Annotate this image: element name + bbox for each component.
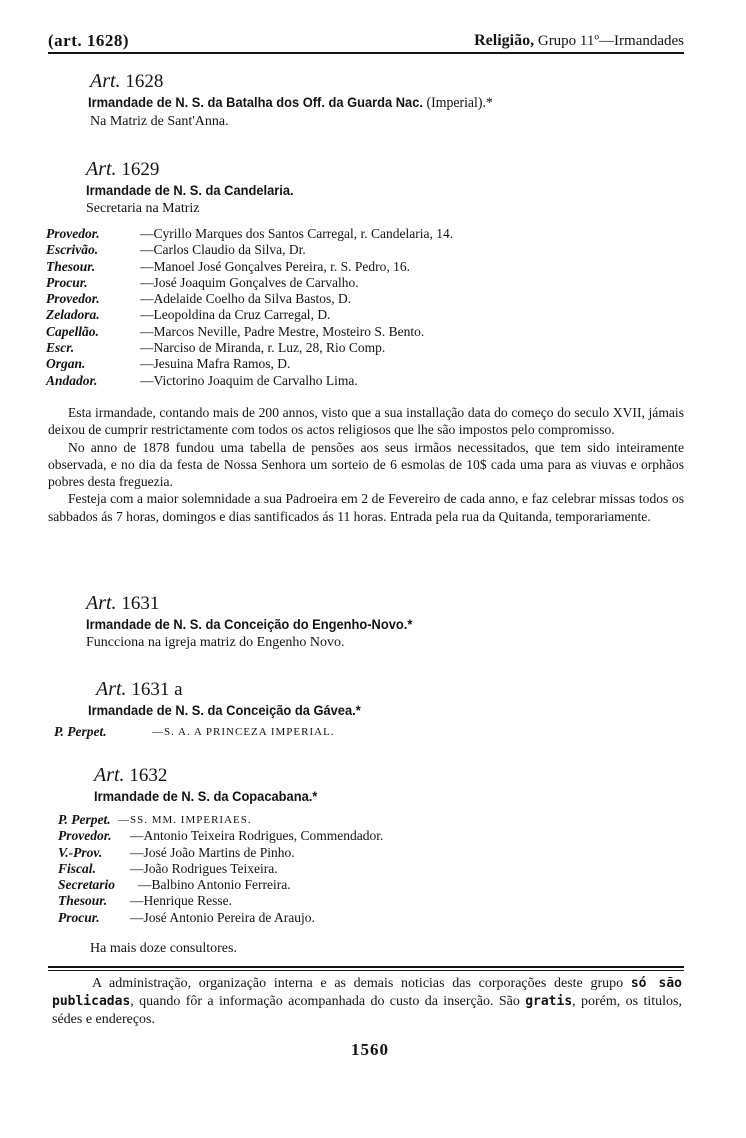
officer-row <box>46 274 359 291</box>
officer-name: —José Antonio Pereira de Araujo. <box>130 909 315 925</box>
officer-title: Zeladora. <box>46 307 100 323</box>
article-subtitle: Funcciona na igreja matriz do Engenho Novo. <box>86 635 345 650</box>
officer-row <box>46 323 425 340</box>
article-1631a <box>88 678 384 720</box>
officer-name: —Narciso de Miranda, r. Luz, 28, Rio Comp. <box>140 340 386 356</box>
footnote-emphasis: só são publicadas <box>52 976 682 1009</box>
article-subtitle: Secretaria na Matriz <box>86 201 200 216</box>
officer-name: —Cyrillo Marques dos Santos Carregal, r. Candelaria, 14. <box>140 226 454 241</box>
art-number: 1631 <box>121 593 160 614</box>
body-paragraph: Festeja com a maior solemnidade a sua Padroeira em 2 de Fevereiro de cada anno, e faz celebrar missas todos os sabbados ás 7 horas, domingos e dias santificados ás 11 horas. Entrada pela rua da Quitanda, temporariamente. <box>48 491 684 524</box>
header-section-rest: Grupo 11º—Irmandades <box>537 33 684 49</box>
body-paragraph: Esta irmandade, contando mais de 200 annos, visto que a sua installação data do começo do seculo XVII, jámais deixou de cumprir restrictamente com todos os actos religiosos que lhe são impostos pelo compromisso. <box>48 405 684 438</box>
art-number: 1628 <box>125 71 164 92</box>
art-word: Art. <box>90 70 121 92</box>
officer-name: —Carlos Claudio da Silva, Dr. <box>140 242 306 258</box>
officer-title: Andador. <box>46 372 98 388</box>
footnote-rule <box>48 966 684 968</box>
article-1632 <box>94 764 337 806</box>
officer-row <box>58 844 295 861</box>
officer-name: —Victorino Joaquim de Carvalho Lima. <box>140 372 358 388</box>
officer-title: Escr. <box>46 340 75 356</box>
footnote-text: , quando fôr a informação acompanhada do custo da inserção. São <box>130 994 526 1009</box>
officer-title: Provedor. <box>46 291 100 307</box>
officer-name: —Leopoldina da Cruz Carregal, D. <box>140 307 331 323</box>
officer-name: —Balbino Antonio Ferreira. <box>138 877 291 893</box>
officer-title: Fiscal. <box>58 860 96 876</box>
article-title-extra: (Imperial).* <box>426 95 493 111</box>
running-header <box>48 30 684 54</box>
body-paragraph: No anno de 1878 fundou uma tabella de pensões aos seus irmãos necessitados, que tem sido inteiramente observada, e no dia da festa de Nossa Senhora um sorteio de 6 esmolas de 10$ cada uma para as viuvas e orphãos pobres desta freguezia. <box>48 439 684 490</box>
officer-name: —SS. MM. IMPERIAES. <box>118 814 252 826</box>
article-1629-body <box>48 404 684 525</box>
officer-title: Thesour. <box>58 893 108 909</box>
officer-name: —S. A. A PRINCEZA IMPERIAL. <box>152 726 335 738</box>
officer-row <box>54 724 335 740</box>
art-word: Art. <box>86 592 117 614</box>
officer-name: —Henrique Resse. <box>130 893 232 909</box>
officer-title: Provedor. <box>46 226 100 241</box>
footnote-text: , porém, os titulos, sédes e endereços. <box>52 994 682 1027</box>
art-word: Art. <box>86 158 117 180</box>
article-1629 <box>86 158 312 217</box>
officer-title: Procur. <box>46 274 88 290</box>
officer-name: —Antonio Teixeira Rodrigues, Commendador. <box>130 828 384 844</box>
officer-name: —Jesuina Mafra Ramos, D. <box>140 356 291 372</box>
article-note: Ha mais doze consultores. <box>90 941 237 956</box>
officer-title: P. Perpet. <box>54 724 107 739</box>
header-article-ref: (art. 1628) <box>48 31 130 50</box>
officer-name: —José João Martins de Pinho. <box>130 844 295 860</box>
officer-name: —Manoel José Gonçalves Pereira, r. S. Pedro, 16. <box>140 258 410 274</box>
page-number: 1560 <box>351 1040 389 1059</box>
officer-row <box>46 356 291 372</box>
officer-name: —Marcos Neville, Padre Mestre, Mosteiro S. Bento. <box>140 323 425 339</box>
officer-row <box>46 372 358 389</box>
footnote <box>52 975 682 1029</box>
officer-title: Escrivão. <box>46 242 99 258</box>
art-number: 1632 <box>129 765 168 786</box>
article-title <box>88 93 493 113</box>
officer-title: Organ. <box>46 356 86 372</box>
officer-row <box>58 893 232 909</box>
officer-name: —José Joaquim Gonçalves de Carvalho. <box>140 274 359 290</box>
officers-list-1631a <box>54 724 335 740</box>
article-heading <box>94 764 337 787</box>
article-subtitle: Na Matriz de Sant'Anna. <box>90 114 229 129</box>
article-heading <box>86 592 441 615</box>
article-title: Irmandade de N. S. da Candelaria. <box>86 182 294 198</box>
footnote-rule-thin <box>48 970 684 971</box>
officer-name: —João Rodrigues Teixeira. <box>130 860 278 876</box>
officer-title: P. Perpet. <box>58 812 111 827</box>
officer-title: Provedor. <box>58 828 112 844</box>
officer-row <box>58 909 315 926</box>
officer-name: —Adelaide Coelho da Silva Bastos, D. <box>140 291 352 307</box>
officer-title: Procur. <box>58 909 100 925</box>
article-title: Irmandade de N. S. da Conceição do Engenho-Novo.* <box>86 616 413 632</box>
officer-row <box>46 242 306 258</box>
article-title: Irmandade de N. S. da Copacabana.* <box>94 788 318 804</box>
officer-title: Thesour. <box>46 258 96 274</box>
officer-row <box>58 860 278 877</box>
officer-title: Capellão. <box>46 323 99 339</box>
article-title: Irmandade de N. S. da Conceição da Gávea.* <box>88 702 361 718</box>
art-number: 1631 a <box>131 679 183 700</box>
officers-list-1632 <box>58 812 384 926</box>
officer-title: V.-Prov. <box>58 844 103 860</box>
officer-row <box>58 812 252 828</box>
article-1628 <box>90 70 528 130</box>
footnote-emphasis: gratis <box>525 994 573 1009</box>
art-number: 1629 <box>121 159 160 180</box>
officer-row <box>46 340 386 356</box>
header-section <box>474 32 684 50</box>
officer-row <box>58 877 291 893</box>
officer-row <box>46 291 352 307</box>
article-heading <box>90 70 528 93</box>
art-word: Art. <box>96 678 127 700</box>
officer-title: Secretario <box>58 877 115 893</box>
header-section-bold: Religião, <box>474 32 535 49</box>
article-title-text: Irmandade de N. S. da Batalha dos Off. da Guarda Nac. <box>88 94 423 110</box>
footnote-text: A administração, organização interna e as demais noticias das corporações deste grupo <box>92 976 631 991</box>
article-heading <box>86 158 312 181</box>
officer-row <box>46 307 331 323</box>
article-1631 <box>86 592 441 651</box>
officer-row <box>46 226 454 242</box>
article-heading <box>96 678 384 701</box>
officers-list-1629 <box>46 226 454 389</box>
art-word: Art. <box>94 764 125 786</box>
officer-row <box>58 828 384 844</box>
officer-row <box>46 258 410 275</box>
